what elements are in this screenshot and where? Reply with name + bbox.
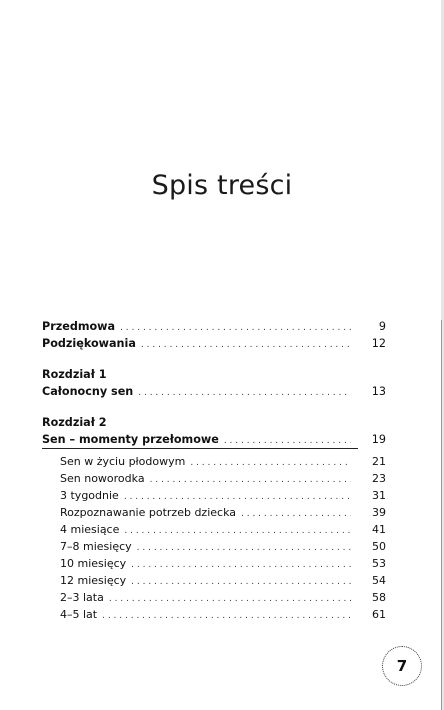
toc-entry-label: 7–8 miesięcy [60,540,132,553]
toc-subentry[interactable] [42,589,386,606]
toc-entry-label: Całonocny sen [42,385,134,398]
page-number: 7 [396,657,408,675]
toc-entry-label: Sen noworodka [60,472,145,485]
leader-dots [150,472,351,489]
leader-dots [131,574,351,591]
toc-entry-page: 12 [371,337,386,350]
toc-entry-label: Sen – momenty przełomowe [42,433,219,446]
chapter-2-heading: Rozdział 2 [42,416,107,429]
toc-entry-page: 50 [372,540,386,553]
toc-subentry[interactable] [42,555,386,572]
toc-subentry[interactable] [42,453,386,470]
toc-entry-label: 12 miesięcy [60,574,127,587]
toc-entry-page: 9 [378,320,386,333]
page-edge-line [441,320,442,710]
toc-entry-page: 54 [372,574,386,587]
toc-entry-label: 4–5 lat [60,608,98,621]
toc-subentry[interactable] [42,538,386,555]
leader-dots [124,523,351,540]
leader-dots [120,320,351,337]
toc-entry-page: 21 [372,455,386,468]
toc-subentry[interactable] [42,606,386,623]
toc-entry-page: 23 [372,472,386,485]
toc-entry-label: 2–3 lata [60,591,104,604]
leader-dots [141,337,351,354]
toc-entry-label: Sen w życiu płodowym [60,455,186,468]
toc-entry-label: 4 miesiące [60,523,120,536]
leader-dots [109,591,351,608]
toc-entry-label: 10 miesięcy [60,557,127,570]
chapter-1-heading: Rozdział 1 [42,368,107,381]
toc-entry-chapter-2[interactable] [42,431,386,448]
table-of-contents [42,318,386,623]
toc-entry-page: 19 [371,433,386,446]
section-gap [42,352,386,366]
leader-dots [138,385,351,402]
toc-entry-page: 39 [372,506,386,519]
leader-dots [131,557,351,574]
leader-dots [137,540,351,557]
page-number-badge [382,646,422,686]
toc-entry-acknowledgements[interactable] [42,335,386,352]
toc-entry-preface[interactable] [42,318,386,335]
section-gap [42,400,386,414]
toc-subentry[interactable] [42,521,386,538]
leader-dots [190,455,351,472]
toc-entry-page: 53 [372,557,386,570]
toc-entry-label: 3 tygodnie [60,489,119,502]
toc-entry-label: Podziękowania [42,337,136,350]
toc-entry-label: Przedmowa [42,320,116,333]
toc-subentry[interactable] [42,487,386,504]
toc-entry-page: 61 [372,608,386,621]
toc-entry-page: 13 [371,385,386,398]
leader-dots [224,433,351,450]
toc-entry-page: 58 [372,591,386,604]
toc-entry-page: 31 [372,489,386,502]
toc-entry-label: Rozpoznawanie potrzeb dziecka [60,506,236,519]
toc-subentry[interactable] [42,572,386,589]
leader-dots [102,608,351,625]
toc-subentry[interactable] [42,504,386,521]
toc-entry-chapter-1[interactable] [42,383,386,400]
leader-dots [241,506,351,523]
toc-entry-page: 41 [372,523,386,536]
toc-subentry[interactable] [42,470,386,487]
page-title: Spis treści [151,170,293,202]
